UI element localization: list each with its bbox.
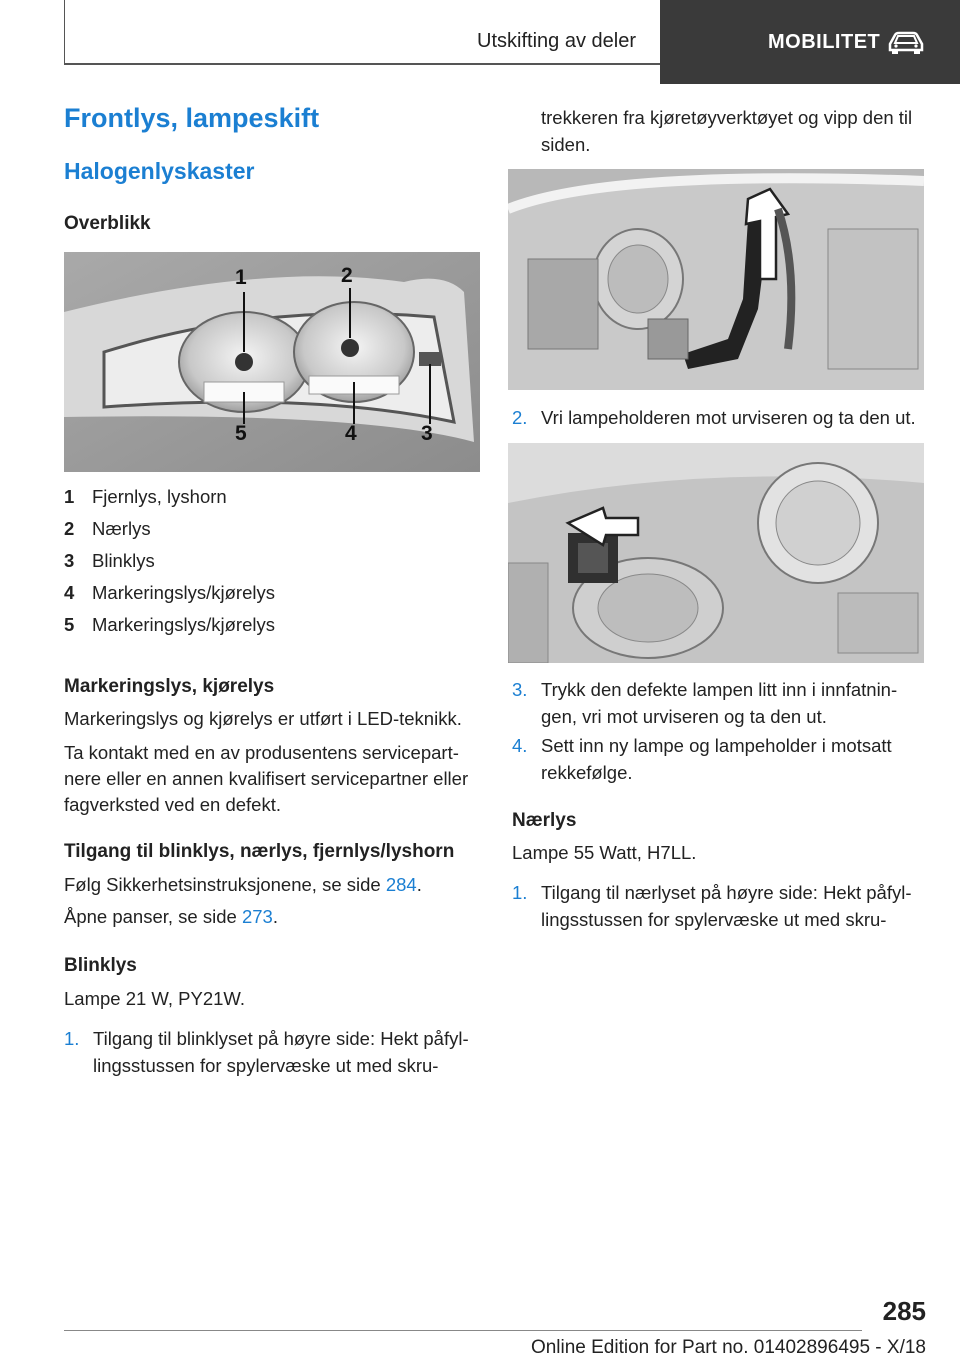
subtitle: Halogenlyskaster	[64, 158, 255, 184]
marker-paragraph-2-line-2: nere eller en annen kvalifisert servicepartner eller	[64, 768, 469, 789]
callout-2: 2	[341, 264, 353, 287]
page-link-273[interactable]: 273	[241, 906, 273, 927]
chapter-tab[interactable]	[660, 0, 960, 84]
section-title: Utskifting av deler	[477, 30, 636, 52]
overview-heading: Overblikk	[64, 213, 151, 234]
engine-bay-figure-2	[508, 443, 924, 663]
page-number: 285	[882, 1296, 926, 1326]
marker-paragraph-2-line-1: Ta kontakt med en av produsentens servicepart‐	[64, 742, 459, 763]
legend-item: 3 Blinklys	[64, 550, 155, 571]
blink-heading: Blinklys	[64, 955, 137, 976]
edition-note: Online Edition for Part no. 01402896495 - X/18	[530, 1337, 926, 1358]
footer-divider	[64, 1330, 862, 1331]
engine-bay-figure-1	[508, 169, 924, 390]
callout-3: 3	[421, 422, 433, 445]
access-heading: Tilgang til blinklys, nærlys, fjernlys/lyshorn	[64, 841, 455, 862]
headlight-figure	[64, 252, 480, 472]
step-3: 3. Trykk den defekte lampen litt inn i innfatnin‐ gen, vri mot urviseren og ta den ut.	[512, 679, 898, 727]
low-beam-step-1: 1. Tilgang til nærlyset på høyre side: Hekt påfyl‐ lingsstussen for spylervæske ut med skru‐	[512, 882, 912, 930]
access-paragraph-2: Åpne panser, se side 273.	[64, 906, 278, 927]
chapter-tab-label: MOBILITET	[768, 31, 881, 53]
blink-lamp-spec: Lampe 21 W, PY21W.	[64, 988, 245, 1009]
header-divider	[64, 0, 65, 64]
continued-line-2: siden.	[541, 134, 591, 155]
blink-step-1: 1. Tilgang til blinklyset på høyre side: Hekt påfyl‐ lingsstussen for spylervæske ut med skru‐	[64, 1028, 469, 1076]
header-underline	[64, 63, 660, 65]
legend-item: 4 Markeringslys/kjørelys	[64, 582, 275, 603]
legend-item: 5 Markeringslys/kjørelys	[64, 614, 275, 635]
access-paragraph-1: Følg Sikkerhetsinstruksjonene, se side 284.	[64, 874, 422, 895]
legend-item: 1 Fjernlys, lyshorn	[64, 486, 227, 507]
marker-heading: Markeringslys, kjørelys	[64, 676, 275, 697]
marker-paragraph-1: Markeringslys og kjørelys er utført i LED-teknikk.	[64, 708, 462, 729]
continued-line-1: trekkeren fra kjøretøyverktøyet og vipp den til	[541, 107, 913, 128]
callout-1: 1	[235, 266, 247, 289]
low-beam-lamp-spec: Lampe 55 Watt, H7LL.	[512, 842, 697, 863]
callout-4: 4	[345, 422, 357, 445]
marker-paragraph-2-line-3: fagverksted ved en defekt.	[64, 794, 281, 815]
legend-item: 2 Nærlys	[64, 518, 151, 539]
car-icon	[886, 30, 926, 54]
step-2: 2. Vri lampeholderen mot urviseren og ta den ut.	[512, 407, 916, 428]
page-link-284[interactable]: 284	[385, 874, 417, 895]
callout-5: 5	[235, 422, 247, 445]
page-title: Frontlys, lampeskift	[64, 103, 320, 133]
step-4: 4. Sett inn ny lampe og lampeholder i motsatt rekkefølge.	[512, 735, 892, 783]
low-beam-heading: Nærlys	[512, 810, 577, 831]
